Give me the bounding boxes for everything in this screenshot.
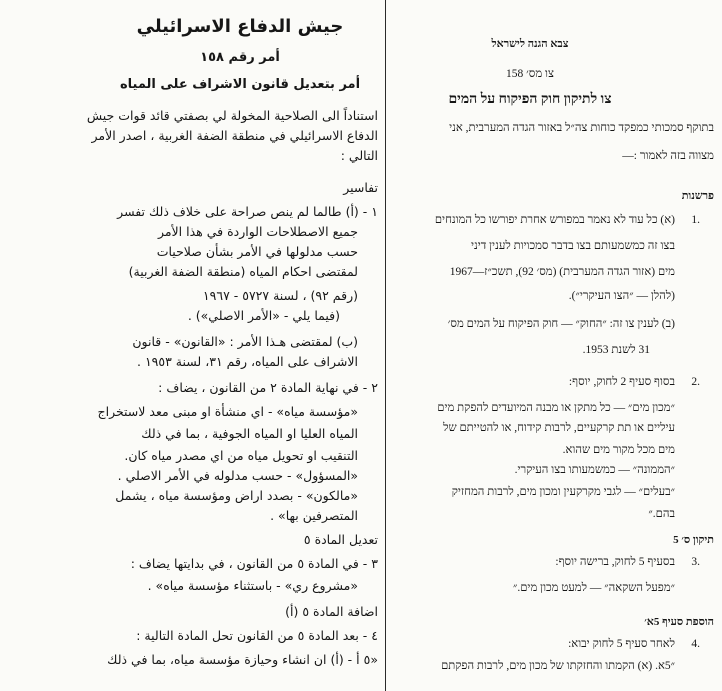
- arabic-interpretation-line: (ب) لمقتضى هـذا الأمر : «القانون» - قانون: [132, 334, 358, 349]
- arabic-interpretation-heading: تفاسير: [343, 180, 378, 195]
- arabic-interpretation-line: جميع الاصطلاحات الواردة في هذا الأمر: [157, 224, 358, 239]
- hebrew-section-2-line: ״בעלים״ — לגבי מקרקעין ומכון מים, לרבות המחזיק: [451, 486, 675, 498]
- arabic-preamble-line: استناداً الى الصلاحية المخولة لي بصفتي قائد قوات جيش: [86, 108, 378, 123]
- arabic-section-2-line: المياه العليا او المياه الجوفية ، بما في ذلك: [141, 426, 358, 441]
- hebrew-amend-section-5-line: ״מפעל השקאה״ — למעט מכון מים.״: [513, 582, 675, 594]
- arabic-interpretation-line: ١ - (أ) طالما لم ينص صراحة على خلاف ذلك تفسر: [117, 204, 378, 219]
- hebrew-section-2-line: ״הממונה״ — כמשמעותו בצו העיקרי.: [514, 464, 675, 476]
- arabic-section-2-line: ٢ - في نهاية المادة ٢ من القانون ، يضاف :: [158, 380, 378, 395]
- hebrew-section-number: 1.: [691, 214, 700, 226]
- arabic-section-2-line: «مؤسسة مياه» - اي منشأة او مبنى معد لاستخراج: [97, 404, 358, 419]
- hebrew-add-section-5a-line: ״5א. (א) הקמתו והחזקתו של מכון מים, לרבות הפקתם: [441, 660, 675, 672]
- arabic-interpretation-line: (رقم ٩٢) ، لسنة ٥٧٢٧ - ١٩٦٧: [202, 288, 358, 303]
- arabic-amend-section-5-line: ٣ - في المادة ٥ من القانون ، في بدايتها يضاف :: [130, 556, 378, 571]
- hebrew-order-title: צו לתיקון חוק הפיקוח על המים: [448, 92, 612, 107]
- hebrew-interpretation-line: (להלן — ״הצו העיקרי״).: [568, 290, 675, 302]
- arabic-interpretation-line: (فيما يلي - «الأمر الاصلي») .: [187, 308, 340, 323]
- arabic-section-2-line: التنقيب او تحويل مياه من اي مصدر مياه كان.: [124, 448, 358, 463]
- arabic-amend-section-5-heading: تعديل المادة ٥: [303, 532, 378, 547]
- arabic-section-2-line: «المسؤول» - حسب مدلوله في الأمر الاصلي .: [117, 468, 358, 483]
- hebrew-preamble-line: מצווה בזה לאמור :—: [622, 150, 714, 162]
- hebrew-section-2-line: עיליים או תת קרקעיים, לרבות קידוח, או להטייתם של: [443, 422, 675, 434]
- hebrew-interpretation-line: בצו זה כמשמעותם בצו בדבר סמכויות לענין דיני: [470, 240, 675, 252]
- hebrew-amend-section-5-heading: תיקון ס׳ 5: [673, 534, 714, 546]
- hebrew-section-number: 2.: [691, 376, 700, 388]
- hebrew-interpretation-line: (א) כל עוד לא נאמר במפורש אחרת יפורשו כל המונחים: [434, 214, 675, 226]
- hebrew-interpretation-heading: פרשנות: [681, 190, 714, 202]
- arabic-add-section-5a-line: «٥ أ - (أ) ان انشاء وحيازة مؤسسة مياه، بما في ذلك: [107, 652, 378, 667]
- arabic-add-section-5a-line: ٤ - بعد المادة ٥ من القانون تحل المادة التالية :: [136, 628, 378, 643]
- hebrew-interpretation-line: (ב) לענין צו זה: ״החוק״ — חוק הפיקוח על המים מס׳: [447, 318, 675, 330]
- arabic-preamble-line: الدفاع الاسرائيلي في منطقة الضفة الغربية ، اصدر الأمر: [91, 128, 378, 143]
- arabic-order-title: أمر بتعديل قانون الاشراف على المياه: [119, 77, 361, 92]
- hebrew-column: [386, 0, 722, 691]
- hebrew-add-section-5a-heading: הוספת סעיף 5א׳: [644, 616, 714, 628]
- hebrew-section-2-line: מים מכל מקור מים שהוא.: [562, 444, 675, 456]
- arabic-army-title: جيش الدفاع الاسرائيلي: [136, 16, 344, 37]
- hebrew-add-section-5a-line: לאחר סעיף 5 לחוק יבוא:: [568, 638, 675, 650]
- hebrew-amend-section-5-line: בסעיף 5 לחוק, ברישה יוסף:: [555, 556, 675, 568]
- arabic-section-2-line: المتصرفين بها» .: [270, 508, 358, 523]
- hebrew-section-number: 4.: [691, 638, 700, 650]
- arabic-interpretation-line: لمقتضى احكام المياه (منطقة الضفة الغربية): [128, 264, 358, 279]
- arabic-add-section-5a-heading: اضافة المادة ٥ (أ): [285, 604, 378, 619]
- hebrew-army-title: צבא הגנה לישראל: [491, 38, 569, 50]
- hebrew-interpretation-line: 31 לשנת 1953.: [582, 344, 650, 356]
- hebrew-section-2-line: בהם.״: [648, 508, 675, 520]
- arabic-preamble-line: التالي :: [340, 148, 378, 163]
- hebrew-interpretation-line: מים (אזור הגדה המערבית) (מס׳ 92), תשכ״ז—1967: [449, 266, 675, 278]
- hebrew-section-2-line: ״מכון מים״ — כל מתקן או מבנה המיועדים להפקת מים: [437, 402, 675, 414]
- arabic-order-number: أمر رقم ١٥٨: [200, 50, 280, 65]
- arabic-interpretation-line: الاشراف على المياه، رقم ٣١، لسنة ١٩٥٣ .: [137, 354, 358, 369]
- arabic-section-2-line: «مالكون» - بصدد اراض ومؤسسة مياه ، يشمل: [115, 488, 358, 503]
- hebrew-order-number: צו מס׳ 158: [506, 68, 554, 80]
- arabic-amend-section-5-line: «مشروع ري» - باستثناء مؤسسة مياه» .: [147, 578, 358, 593]
- arabic-interpretation-line: حسب مدلولها في الأمر بشأن صلاحيات: [156, 244, 358, 259]
- hebrew-section-number: 3.: [691, 556, 700, 568]
- hebrew-section-2-line: בסוף סעיף 2 לחוק, יוסף:: [568, 376, 675, 388]
- hebrew-preamble-line: בתוקף סמכותי כמפקד כוחות צה״ל באזור הגדה המערבית, אני: [449, 122, 714, 134]
